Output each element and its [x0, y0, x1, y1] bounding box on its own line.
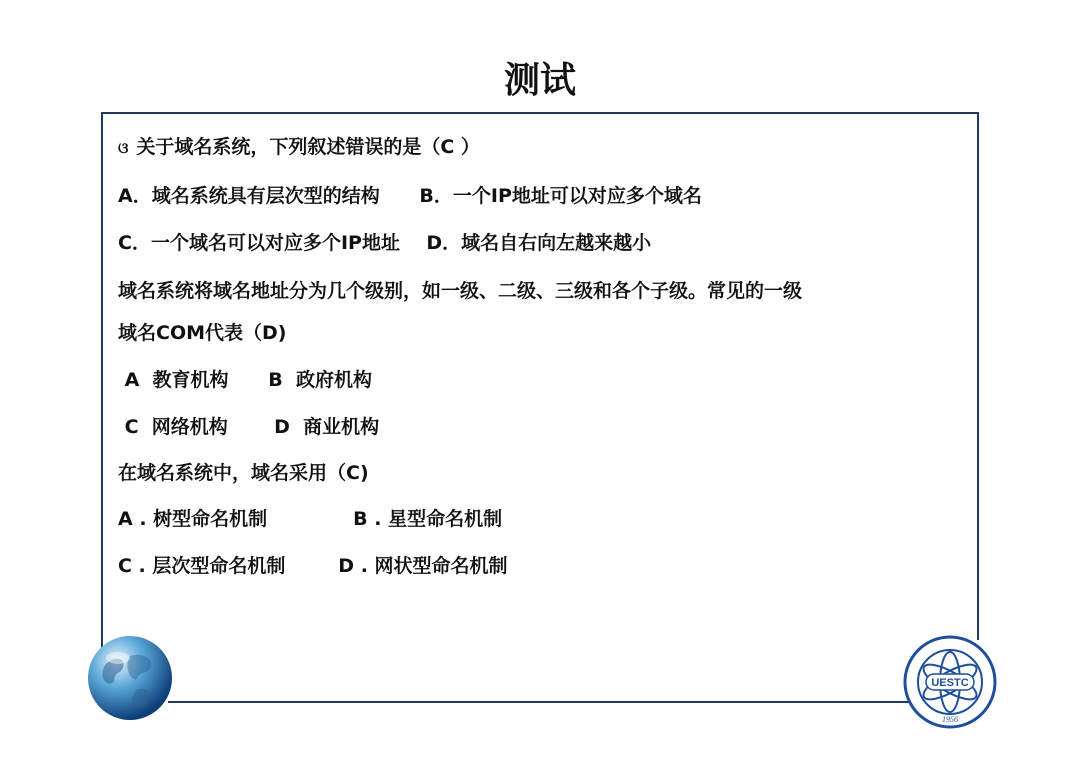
- seal-year: 1956: [942, 715, 958, 724]
- bullet-icon: ଓ: [118, 139, 129, 157]
- question-3-options-ab: A . 树型命名机制 B . 星型命名机制: [118, 508, 503, 530]
- frame-bottom-border: [168, 701, 910, 703]
- question-2-stem-line-1: 域名系统将域名地址分为几个级别，如一级、二级、三级和各个子级。常见的一级: [118, 280, 803, 302]
- question-2-options-cd: C 网络机构 D 商业机构: [118, 416, 380, 438]
- question-3-options-cd: C . 层次型命名机制 D . 网状型命名机制: [118, 555, 508, 577]
- question-3-stem: 在域名系统中，域名采用（C): [118, 462, 369, 484]
- question-2-stem-line-2: 域名COM代表（D): [118, 322, 287, 344]
- question-1-options-cd: C．一个域名可以对应多个IP地址 D．域名自右向左越来越小: [118, 232, 652, 254]
- frame-right-border: [977, 112, 979, 640]
- question-2-options-ab: A 教育机构 B 政府机构: [118, 369, 372, 391]
- question-1-stem: [118, 134, 480, 161]
- question-1-options-ab: A．域名系统具有层次型的结构 B．一个IP地址可以对应多个域名: [118, 185, 702, 207]
- slide-title: 测试: [503, 60, 576, 101]
- globe-icon: [86, 634, 174, 722]
- university-seal-icon: [902, 634, 998, 730]
- frame-left-border: [101, 112, 103, 648]
- frame-top-border: [101, 112, 979, 114]
- question-1-text: 关于域名系统，下列叙述错误的是（C ）: [136, 136, 480, 158]
- seal-text: UESTC: [931, 677, 969, 689]
